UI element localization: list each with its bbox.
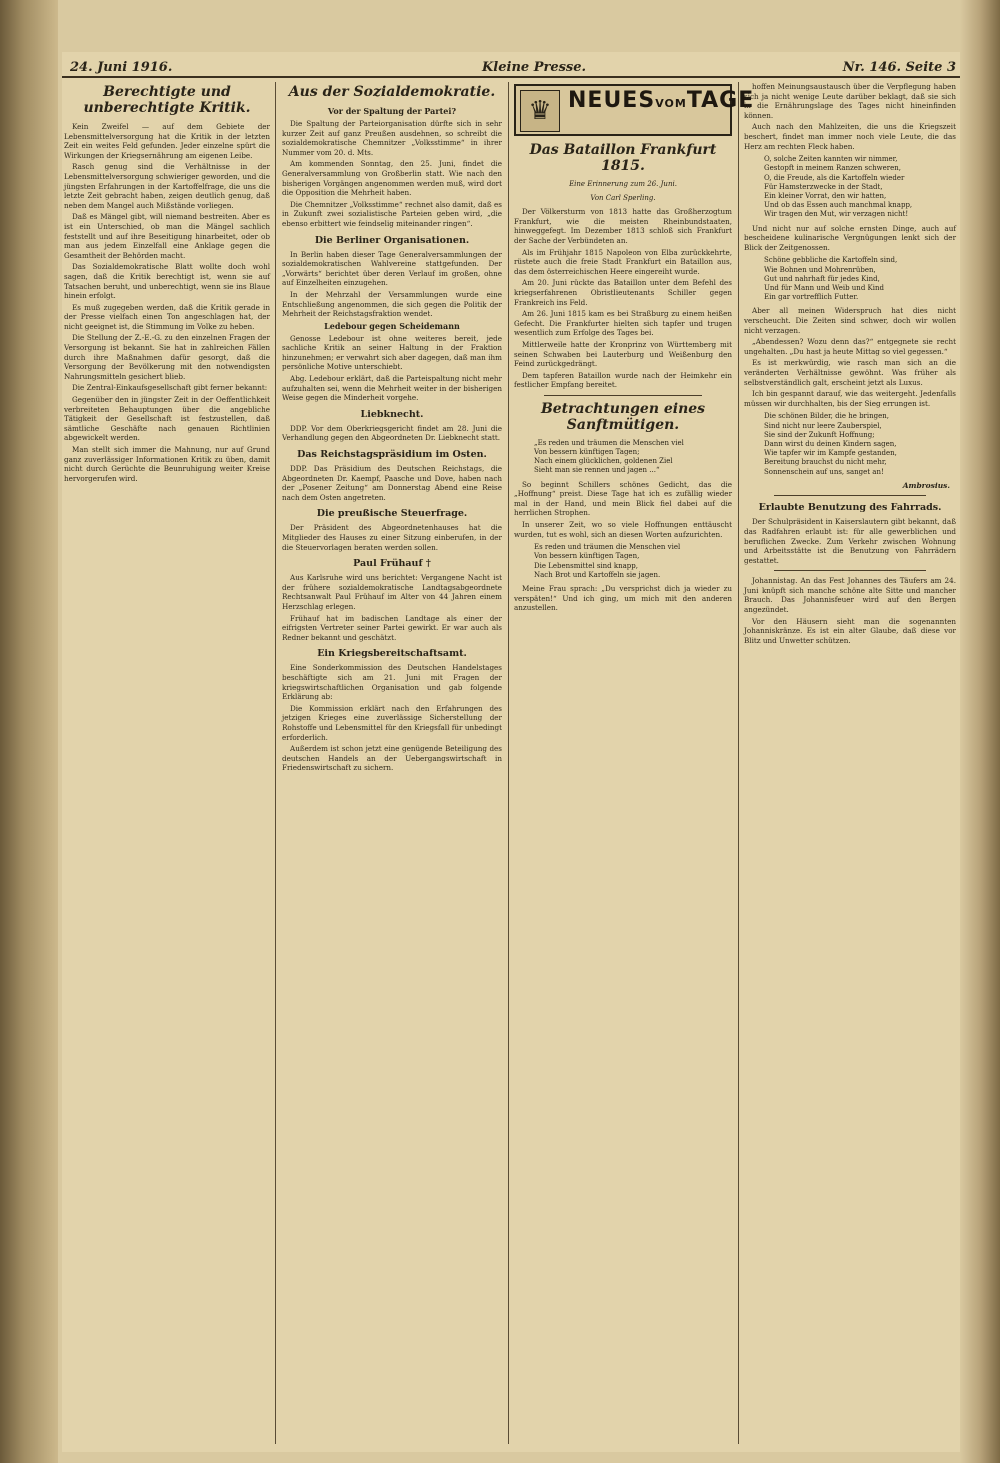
adjacent-page-edge — [0, 0, 58, 1463]
column-divider — [508, 82, 509, 1444]
paragraph: Es muß zugegeben werden, daß die Kritik gerade in der Presse vielfach einen Ton angeschlagen hat, der nicht geeignet ist, die Stimmung im Volke zu heben. — [64, 302, 270, 331]
poem-line: Sind nicht nur leere Zauberspiel, — [764, 421, 882, 430]
paragraph: Meine Frau sprach: „Du versprichst dich ja wieder zu verspäten!“ Und ich ging, um mich mit den anderen anzustellen. — [514, 584, 732, 613]
poem-line: Wir tragen den Mut, wir verzagen nicht! — [764, 210, 909, 219]
newspaper-page — [62, 52, 960, 1452]
paragraph: Das Sozialdemokratische Blatt wollte doch wohl sagen, daß die Kritik berechtigt ist, wenn sie auf Tatsachen beruht, und unberechtigt, wenn sie ins Blaue hinein erfolgt. — [64, 262, 270, 301]
poem-stanza — [534, 543, 732, 580]
paragraph: Man stellt sich immer die Mahnung, nur auf Grund ganz zuverlässiger Informationen Kritik zu üben, damit nicht durch Gerüchte die Beunruhigung weiter Kreise hervorgerufen wird. — [64, 445, 270, 483]
column-divider — [275, 82, 276, 1444]
poem-line: Für Hamsterzwecke in der Stadt, — [764, 182, 883, 191]
article-body — [64, 122, 270, 483]
paragraph: Die Chemnitzer „Volksstimme“ rechnet also damit, daß es in Zukunft zwei sozialistische Parteien geben wird, „die ebenso erbittert wie feindselig miteinander ringen“. — [282, 199, 502, 228]
poem-line: Ein gar vortrefflich Futter. — [764, 293, 859, 302]
paragraph: Eine Sonderkommission des Deutschen Handelstages beschäftigte sich am 21. Juni mit Fragen der kriegswirtschaftlichen Organisation und gab folgende Erklärung ab: — [282, 663, 502, 702]
poem-line: O, solche Zeiten kannten wir nimmer, — [764, 155, 898, 164]
header-paper-name: Kleine Presse. — [482, 60, 587, 75]
article-byline: Von Carl Sperling. — [590, 193, 656, 202]
eagle-emblem-icon: ♛ — [520, 90, 560, 132]
article-headline: Berechtigte und unberechtigte Kritik. — [83, 84, 251, 116]
paragraph: So beginnt Schillers schönes Gedicht, das die „Hoffnung“ preist. Diese Tage hat ich es zufällig wieder mal in der Hand, und mein Blick fiel dabei auf die herrlichen Strophen. — [514, 479, 732, 518]
article-headline: Das Bataillon Frankfurt 1815. — [529, 142, 717, 174]
article-subheading: Paul Frühauf † — [353, 558, 431, 570]
poem-line: Es reden und träumen die Menschen viel — [534, 543, 681, 552]
paragraph: Am 26. Juni 1815 kam es bei Straßburg zu einem heißen Gefecht. Die Frankfurter hielten sich tapfer und trugen wesentlich zum Erfolge des Tages bei. — [514, 309, 732, 338]
paragraph: Daß es Mängel gibt, will niemand bestreiten. Aber es ist ein Unterschied, ob man die Mängel sachlich feststellt und auf ihre Beseitigung hinarbeitet, oder ob man aus jedem Einzelfall eine Anklage gegen die Gesamtheit der Behörden macht. — [64, 212, 270, 260]
poem-line: Nach einem glücklichen, goldenen Ziel — [534, 457, 673, 466]
poem-line: Sonnenschein auf uns, sanget an! — [764, 467, 884, 476]
article-headline: Betrachtungen eines Sanftmütigen. — [540, 400, 706, 433]
divider — [544, 395, 702, 396]
paragraph: Die Zentral-Einkaufsgesellschaft gibt ferner bekannt: — [72, 383, 268, 393]
section-banner — [514, 84, 755, 136]
divider — [774, 570, 926, 571]
article-subheading: Die Berliner Organisationen. — [314, 234, 470, 246]
paragraph: Frühauf hat im badischen Landtage als einer der eifrigsten Vertreter seiner Partei gewirkt. Er war auch als Redner bekannt und geschätzt. — [282, 613, 502, 642]
article-subheading: Vor der Spaltung der Partei? — [327, 106, 457, 116]
poem-stanza — [764, 412, 956, 476]
paragraph: Die Spaltung der Parteiorganisation dürfte sich in sehr kurzer Zeit auf ganz Preußen ausdehnen, so schreibt die sozialdemokratische Chemnitzer „Volksstimme“ in ihrer Nummer vom 20. d. Mts. — [282, 119, 502, 157]
page-header — [62, 58, 960, 78]
paragraph: DDP. Vor dem Oberkriegsgericht findet am 28. Juni die Verhandlung gegen den Abgeordneten Dr. Liebknecht statt. — [282, 423, 502, 443]
poem-line: Dann wirst du deinen Kindern sagen, — [764, 439, 897, 448]
paragraph: Die Kommission erklärt nach den Erfahrungen des jetzigen Krieges eine zuverlässige Sicherstellung der Rohstoffe und Lebensmittel für den Kriegsfall für unbedingt erforderlich. — [282, 703, 502, 742]
column-divider — [738, 82, 739, 1444]
poem-line: Und ob das Essen auch manchmal knapp, — [764, 201, 913, 210]
poem-line: Ein kleiner Vorrat, den wir hatten, — [764, 191, 887, 200]
poem-line: Schöne gebbliche die Kartoffeln sind, — [764, 256, 898, 265]
article-subheading: Ein Kriegsbereitschaftsamt. — [317, 648, 467, 660]
paragraph: In Berlin haben dieser Tage Generalversammlungen der sozialdemokratischen Wahlvereine stattgefunden. Der „Vorwärts“ berichtet über deren Verlauf im großen, ohne auf Einzelheiten einzugehen. — [282, 249, 502, 288]
paragraph: Als im Frühjahr 1815 Napoleon von Elba zurückkehrte, rüstete auch die freie Stadt Frankfurt ein Bataillon aus, das dem österreichischen Heere eingereiht wurde. — [514, 247, 732, 276]
article-subheading: Liebknecht. — [360, 408, 424, 420]
article-subheading: Das Reichstagspräsidium im Osten. — [297, 449, 487, 461]
poem-line: Von bessern künftigen Tagen; — [534, 448, 640, 457]
paragraph: Aber all meinen Widerspruch hat dies nicht verscheucht. Die Zeiten sind schwer, doch wir wollen nicht verzagen. — [744, 306, 956, 335]
poem-line: Sieht man sie rennen und jagen ...“ — [534, 466, 660, 475]
column-1 — [64, 82, 270, 1444]
paragraph: Aus Karlsruhe wird uns berichtet: Vergangene Nacht ist der frühere sozialdemokratische Landtagsabgeordnete Rechtsanwalt Paul Frühauf im Alter von 44 Jahren einem Herzschlag erlegen. — [282, 573, 502, 611]
poem-stanza — [764, 256, 956, 302]
poem-line: Von bessern künftigen Tagen, — [534, 552, 640, 561]
paragraph: Auch nach den Mahlzeiten, die uns die Kriegszeit beschert, findet man immer noch viele Leute, die das Herz am rechten Fleck haben. — [744, 122, 956, 151]
paragraph: Vor den Häusern sieht man die sogenannten Johanniskränze. Es ist ein alter Glaube, daß diese vor Blitz und Unwetter schützen. — [744, 616, 956, 645]
paragraph: Am 20. Juni rückte das Bataillon unter dem Befehl des kriegserfahrenen Obristlieutenants Schiller gegen Frankreich ins Feld. — [514, 278, 732, 307]
section-banner-title: NEUESVOMTAGE — [568, 88, 755, 113]
paragraph: Dem tapferen Bataillon wurde nach der Heimkehr ein festlicher Empfang bereitet. — [514, 370, 732, 390]
poem-line: Und für Mann und Weib und Kind — [764, 283, 884, 292]
paragraph: Genosse Ledebour ist ohne weiteres bereit, jede sachliche Kritik an seiner Haltung in der Fraktion hinzunehmen; er verwahrt sich aber dagegen, daß man ihm persönliche Motive unterschiebt. — [282, 333, 502, 372]
paragraph: Der Präsident des Abgeordnetenhauses hat die Mitglieder des Hauses zu einer Sitzung einberufen, in der die Steuervorlagen beraten werden sollen. — [282, 523, 502, 552]
header-date: 24. Juni 1916. — [70, 60, 173, 75]
poem-line: Gestopft in meinem Ranzen schweren, — [764, 164, 902, 173]
article-subheading: Ledebour gegen Scheidemann — [324, 320, 460, 331]
poem-stanza — [764, 155, 956, 219]
paragraph: Rasch genug sind die Verhältnisse in der Lebensmittelversorgung schwieriger geworden, und die jüngsten Erfahrungen in der Kartoffelfrage, die uns die letzte Zeit gebracht haben, zeigen deutlich genug, daß neben dem Mangel auch Mißstände vorliegen. — [64, 162, 270, 210]
paragraph: hoffen Meinungsaustausch über die Verpflegung haben sich ja nicht wenige Leute darüber beklagt, daß sie sich in die Ernährungslage des Tages nicht hineinfinden können. — [744, 82, 956, 120]
poem-line: Nach Brot und Kartoffeln sie jagen. — [534, 570, 661, 579]
paragraph: Johannistag. An das Fest Johannes des Täufers am 24. Juni knüpft sich manche schöne alte Sitte und mancher Brauch. Das Johannisfeuer wird auf den Bergen angezündet. — [744, 576, 956, 615]
poem-line: Die Lebensmittel sind knapp, — [534, 561, 638, 570]
paragraph: „Abendessen? Wozu denn das?“ entgegnete sie recht ungehalten. „Du hast ja heute Mittag so viel gegessen.“ — [744, 337, 956, 356]
column-3 — [514, 82, 755, 1444]
paragraph: Kein Zweifel — auf dem Gebiete der Lebensmittelversorgung hat die Kritik in der letzten Zeit ein weites Feld gefunden. Jeder einzelne spürt die Wirkungen der Kriegsernährung am eigenen Leibe. — [64, 122, 270, 160]
article-headline: Aus der Sozialdemokratie. — [288, 84, 496, 100]
article-subline: Eine Erinnerung zum 26. Juni. — [569, 180, 677, 188]
column-4 — [744, 82, 956, 1444]
paragraph: In der Mehrzahl der Versammlungen wurde eine Entschließung angenommen, die sich gegen die Politik der Mehrheit der Reichstagsfraktion wendet. — [282, 289, 502, 319]
article-subheading: Erlaubte Benutzung des Fahrrads. — [758, 502, 942, 514]
divider — [774, 495, 926, 496]
poem-line: O, die Freude, als die Kartoffeln wieder — [764, 173, 905, 182]
poem-line: Sie sind der Zukunft Hoffnung; — [764, 430, 875, 439]
paragraph: Die Stellung der Z.-E.-G. zu den einzelnen Fragen der Versorgung ist bekannt. Sie hat in zahlreichen Fällen durch ihre Maßnahmen dafür gesorgt, daß die Versorgung der Bevölkerung mit den notwendigsten Nahrungsmitteln gesichert blieb. — [64, 333, 270, 381]
poem-line: Wie tapfer wir im Kampfe gestanden, — [764, 449, 897, 458]
paragraph: Und nicht nur auf solche ernsten Dinge, auch auf bescheidene kulinarische Vergnügungen lenkt sich der Blick der Zeitgenossen. — [744, 223, 956, 252]
author-signature: Ambrosius. — [902, 480, 950, 490]
article-subheading: Die preußische Steuerfrage. — [316, 508, 468, 520]
paragraph: Gegenüber den in jüngster Zeit in der Oeffentlichkeit verbreiteten Behauptungen über die angebliche Tätigkeit der Gesellschaft ist festzustellen, daß sämtliche Geschäfte nach genauen Richtlinien abgewickelt werden. — [64, 395, 270, 443]
poem-line: Die schönen Bilder, die he bringen, — [764, 412, 890, 421]
paragraph: Es ist merkwürdig, wie rasch man sich an die veränderten Verhältnisse gewöhnt. Was früher als selbstverständlich galt, erscheint jetzt als Luxus. — [744, 358, 956, 387]
poem-stanza — [534, 439, 732, 476]
paragraph: Der Schulpräsident in Kaiserslautern gibt bekannt, daß das Radfahren erlaubt ist: für alle gewerblichen und beruflichen Zwecke. Zum Verkehr zwischen Wohnung und Arbeitsstätte ist die Benutzung von Fahrrädern gestattet. — [744, 517, 956, 565]
header-issue-number: Nr. 146. Seite 3 — [842, 60, 956, 75]
paragraph: Der Völkersturm von 1813 hatte das Großherzogtum Frankfurt, wie die meisten Rheinbundstaaten, hinweggefegt. Im Dezember 1813 schloß sich Frankfurt der Sache der Verbündeten an. — [514, 207, 732, 245]
paragraph: Außerdem ist schon jetzt eine genügende Beteiligung des deutschen Handels an der Uebergangswirtschaft in Friedenswirtschaft zu sichern. — [282, 744, 502, 773]
poem-line: Gut und nahrhaft für jedes Kind, — [764, 274, 880, 283]
paragraph: In unserer Zeit, wo so viele Hoffnungen enttäuscht wurden, tut es wohl, sich an diesen Worten aufzurichten. — [514, 520, 732, 539]
poem-line: „Es reden und träumen die Menschen viel — [534, 438, 684, 447]
paragraph: Abg. Ledebour erklärt, daß die Parteispaltung nicht mehr aufzuhalten sei, wenn die Mehrheit weiter in der bisherigen Weise gegen die Minderheit vorgehe. — [282, 374, 502, 403]
right-page-edge — [960, 0, 1000, 1463]
paragraph: Mittlerweile hatte der Kronprinz von Württemberg mit seinen Schwaben bei Lauterburg und Weißenburg den Feind zurückgedrängt. — [514, 339, 732, 369]
poem-line: Wie Bohnen und Mohrenrüben, — [764, 265, 876, 274]
adjacent-page-text — [6, 80, 46, 1440]
poem-line: Bereitung brauchst du nicht mehr, — [764, 458, 887, 467]
column-2 — [282, 82, 502, 1444]
paragraph: Am kommenden Sonntag, den 25. Juni, findet die Generalversammlung von Großberlin statt. Wie nach den bisherigen Vorgängen angenommen werden muß, wird dort die Opposition die Mehrheit haben. — [282, 159, 502, 198]
paragraph: Ich bin gespannt darauf, wie das weitergeht. Jedenfalls müssen wir durchhalten, bis der Sieg errungen ist. — [744, 389, 956, 408]
paragraph: DDP. Das Präsidium des Deutschen Reichstags, die Abgeordneten Dr. Kaempf, Paasche und Dove, haben nach der „Posener Zeitung“ am Donnerstag Abend eine Reise nach dem Osten angetreten. — [282, 464, 502, 502]
